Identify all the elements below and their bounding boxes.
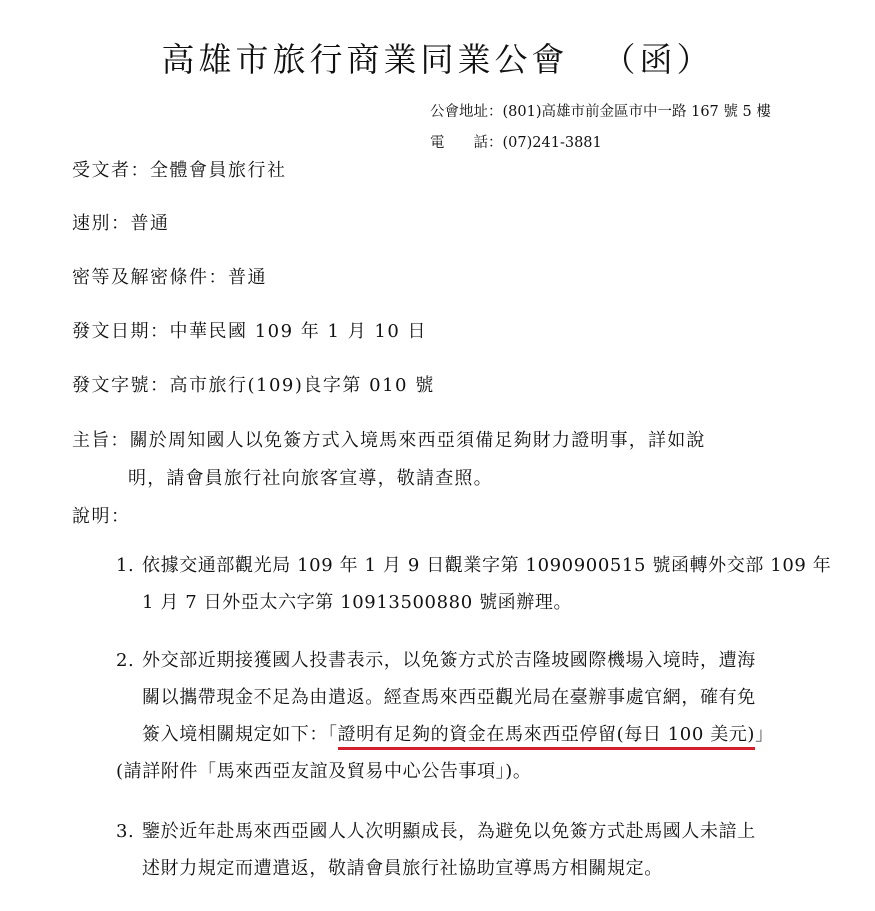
item-text: 述財力規定而遭遣返，敬請會員旅行社協助宣導馬方相關規定。	[142, 858, 663, 879]
item-number: 1.	[116, 555, 135, 576]
item-text-with-highlight	[116, 722, 866, 759]
document-number: 發文字號：高市旅行(109)良字第 010 號	[72, 375, 435, 396]
item-text: 依據交通部觀光局 109 年 1 月 9 日觀業字第 1090900515 號函轉外交部 109 年	[142, 555, 832, 576]
explanation-item-3	[116, 819, 866, 893]
phone-label: 電 話：	[430, 135, 503, 151]
item-text: 關以攜帶現金不足為由遣返。經查馬來西亞觀光局在臺辦事處官網，確有免	[142, 687, 756, 708]
association-address: 公會地址：(801)高雄市前金區市中一路 167 號 5 樓	[430, 104, 771, 120]
speed-class: 速別：普通	[72, 213, 170, 234]
explanation-item-2	[116, 648, 866, 796]
rule-intro: 簽入境相關規定如下：「	[142, 724, 338, 745]
highlighted-requirement: 證明有足夠的資金在馬來西亞停留(每日 100 美元)	[338, 724, 755, 750]
attachment-note: (請詳附件「馬來西亞友誼及貿易中心公告事項」)。	[116, 761, 532, 782]
letter-title	[0, 34, 875, 81]
issue-date: 發文日期：中華民國 109 年 1 月 10 日	[72, 321, 428, 342]
explanation-item-1	[116, 553, 866, 627]
item-text: 1 月 7 日外亞太六字第 10913500880 號函辦理。	[142, 592, 573, 613]
association-name: 高雄市旅行商業同業公會	[161, 40, 569, 79]
recipient: 受文者：全體會員旅行社	[72, 160, 287, 181]
confidentiality: 密等及解密條件：普通	[72, 267, 267, 288]
rule-close-quote: 」	[755, 724, 774, 745]
subject-section	[72, 426, 842, 490]
phone-number: (07)241-3881	[502, 135, 602, 151]
item-number: 2.	[116, 650, 135, 671]
association-phone	[430, 131, 602, 152]
explanation-heading: 說明：	[72, 506, 131, 527]
item-text: 鑒於近年赴馬來西亞國人人次明顯成長，為避免以免簽方式赴馬國人未諳上	[142, 821, 756, 842]
subject-line-1: 主旨：關於周知國人以免簽方式入境馬來西亞須備足夠財力證明事，詳如說	[72, 430, 706, 451]
item-text: 外交部近期接獲國人投書表示，以免簽方式於吉隆坡國際機場入境時，遭海	[142, 650, 756, 671]
subject-line-2: 明，請會員旅行社向旅客宣導，敬請查照。	[128, 468, 493, 489]
letter-type: （函）	[602, 40, 714, 79]
item-number: 3.	[116, 821, 135, 842]
